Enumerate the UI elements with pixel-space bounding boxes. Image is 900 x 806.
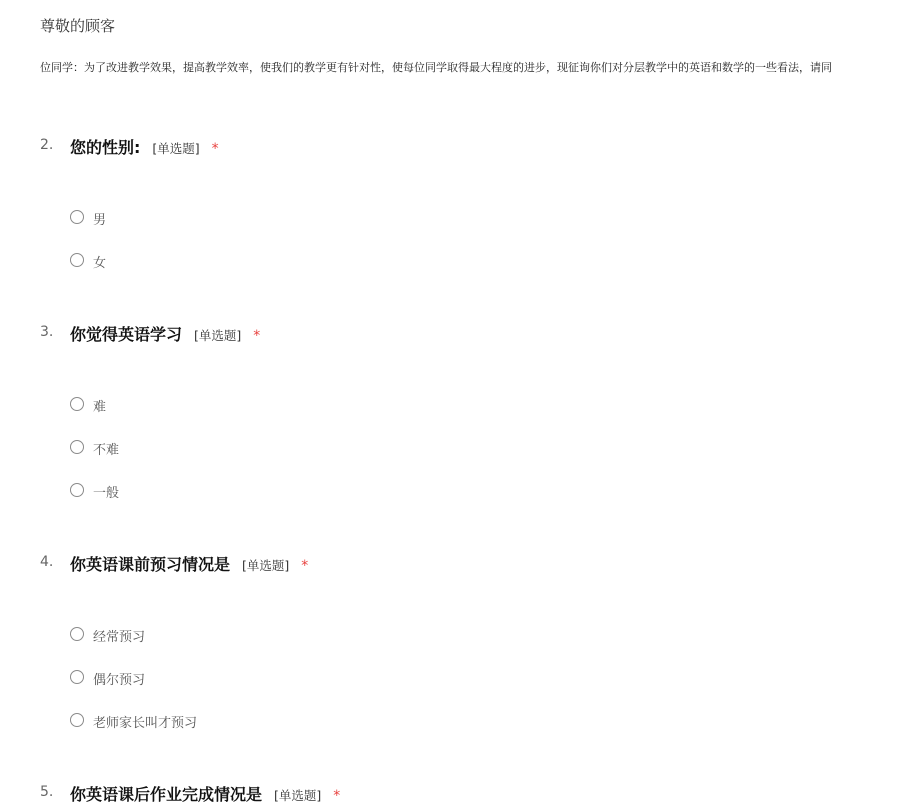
option-label: 女 [93, 256, 107, 271]
option-label: 偶尔预习 [93, 673, 146, 688]
question-header [0, 322, 900, 346]
question-number: 2. [40, 137, 54, 153]
question-title [70, 322, 260, 345]
question-number: 3. [40, 324, 54, 340]
question-title-text: 你英语课前预习情况是 [70, 555, 231, 574]
question-title [70, 135, 219, 158]
question-header [0, 552, 900, 576]
radio-button[interactable] [70, 483, 84, 497]
radio-button[interactable] [70, 210, 84, 224]
question-title-text: 你觉得英语学习 [70, 325, 183, 344]
question-type: [单选题] [274, 788, 322, 803]
question-title [70, 552, 308, 575]
radio-button[interactable] [70, 440, 84, 454]
question-header [0, 782, 900, 806]
option-label: 男 [93, 213, 107, 228]
question-title [70, 782, 340, 805]
radio-button[interactable] [70, 627, 84, 641]
radio-button[interactable] [70, 397, 84, 411]
question-type: [单选题] [194, 328, 242, 343]
option-label: 老师家长叫才预习 [93, 716, 198, 731]
required-marker: * [211, 141, 219, 157]
radio-button[interactable] [70, 670, 84, 684]
required-marker: * [301, 558, 309, 574]
question-title-text: 你英语课后作业完成情况是 [70, 785, 263, 804]
option-label: 难 [93, 400, 107, 415]
question-header [0, 135, 900, 159]
radio-button[interactable] [70, 253, 84, 267]
question-type: [单选题] [152, 141, 200, 156]
required-marker: * [333, 788, 341, 804]
question-type: [单选题] [242, 558, 290, 573]
required-marker: * [253, 328, 261, 344]
option-label: 一般 [93, 486, 120, 501]
survey-intro: 位同学：为了改进教学效果，提高教学效率，使我们的教学更有针对性，使每位同学取得最大程度的进步，现征询你们对分层教学中的英语和数学的一些看法，请同 [40, 61, 832, 74]
option-label: 不难 [93, 443, 120, 458]
question-title-text: 您的性别: [70, 138, 141, 157]
question-number: 4. [40, 554, 54, 570]
radio-button[interactable] [70, 713, 84, 727]
survey-greeting: 尊敬的顾客 [40, 17, 116, 35]
option-label: 经常预习 [93, 630, 146, 645]
question-number: 5. [40, 784, 54, 800]
